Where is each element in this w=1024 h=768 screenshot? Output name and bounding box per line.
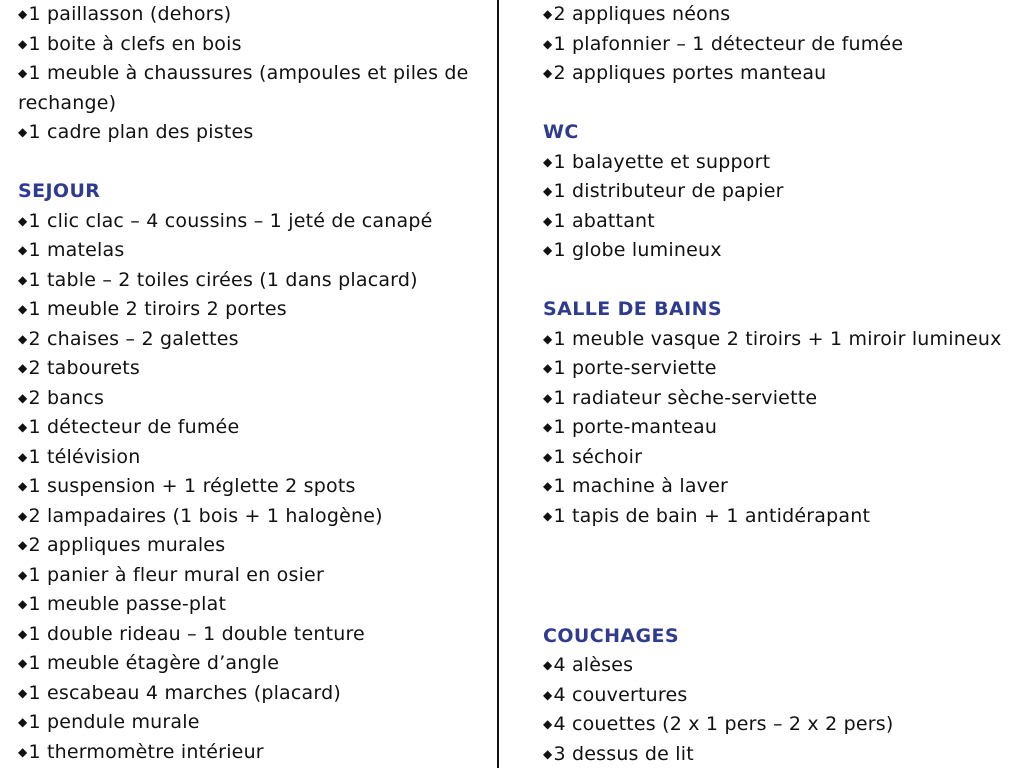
bullet-icon: ◆ — [543, 243, 553, 257]
list-item — [18, 236, 124, 266]
bullet-icon: ◆ — [543, 687, 553, 702]
section-heading-couchages: COUCHAGES — [543, 624, 679, 647]
list-item-text: 1 clic clac – 4 coussins – 1 jeté de canapé — [28, 209, 433, 232]
list-item — [18, 620, 365, 650]
bullet-icon: ◆ — [543, 658, 553, 672]
bullet-icon: ◆ — [543, 449, 553, 464]
list-item — [18, 295, 287, 325]
list-item-text: 1 thermomètre intérieur — [28, 740, 264, 763]
bullet-icon: ◆ — [18, 626, 28, 641]
bullet-icon: ◆ — [18, 420, 28, 434]
list-item-text: 1 porte-manteau — [553, 416, 718, 438]
list-item — [543, 472, 728, 502]
list-item — [18, 502, 383, 532]
list-item-continuation: rechange) — [18, 91, 117, 114]
bullet-icon: ◆ — [18, 538, 28, 552]
list-item-text: 1 tapis de bain + 1 antidérapant — [553, 504, 871, 527]
list-item-text: 1 distributeur de papier — [553, 180, 784, 202]
list-item-text: 1 double rideau – 1 double tenture — [28, 622, 365, 645]
list-item-text: 2 appliques portes manteau — [553, 62, 827, 84]
bullet-icon: ◆ — [543, 7, 553, 21]
list-item-text: 1 pendule murale — [28, 711, 200, 733]
section-heading-salle-de-bains: SALLE DE BAINS — [543, 298, 723, 320]
bullet-icon: ◆ — [18, 243, 28, 257]
list-item-text: 2 tabourets — [28, 357, 141, 379]
bullet-icon: ◆ — [18, 449, 28, 464]
list-item-text: 4 couvertures — [553, 683, 688, 706]
list-item — [18, 590, 226, 620]
bullet-icon: ◆ — [543, 184, 553, 198]
bullet-icon: ◆ — [18, 390, 28, 405]
bullet-icon: ◆ — [18, 36, 28, 51]
bullet-icon: ◆ — [18, 597, 28, 611]
list-item-text: 2 bancs — [28, 386, 105, 409]
list-item — [543, 502, 870, 532]
list-item — [18, 738, 264, 768]
list-item — [18, 443, 140, 473]
bullet-icon: ◆ — [543, 331, 553, 346]
bullet-icon: ◆ — [543, 479, 553, 493]
bullet-icon: ◆ — [18, 567, 28, 582]
list-item — [543, 59, 826, 89]
list-item — [543, 30, 903, 60]
list-item-text: 1 plafonnier – 1 détecteur de fumée — [553, 32, 904, 55]
bullet-icon: ◆ — [543, 420, 553, 434]
list-item-text: 1 table – 2 toiles cirées (1 dans placard) — [28, 268, 418, 291]
bullet-icon: ◆ — [18, 66, 28, 80]
list-item — [543, 325, 1002, 355]
list-item — [543, 354, 717, 384]
list-item — [543, 710, 894, 740]
section-heading-wc: WC — [543, 121, 579, 143]
list-item-text: 1 meuble vasque 2 tiroirs + 1 miroir lumineux — [553, 327, 1002, 350]
list-item-text: 1 radiateur sèche-serviette — [553, 386, 818, 409]
list-item-text: 3 dessus de lit — [553, 742, 694, 765]
bullet-icon: ◆ — [543, 154, 553, 169]
bullet-icon: ◆ — [18, 361, 28, 375]
list-item — [543, 177, 784, 207]
list-item — [543, 651, 633, 681]
list-item-text: 4 alèses — [553, 654, 634, 676]
list-item-text: 1 abattant — [553, 209, 655, 232]
bullet-icon: ◆ — [18, 656, 28, 670]
list-item-text: 1 suspension + 1 réglette 2 spots — [28, 475, 356, 497]
list-item — [18, 708, 200, 738]
list-item — [18, 472, 356, 502]
list-item — [543, 740, 694, 768]
list-item — [543, 0, 730, 30]
bullet-icon: ◆ — [543, 66, 553, 80]
bullet-icon: ◆ — [18, 479, 28, 493]
list-item-text: 1 meuble étagère d’angle — [28, 652, 280, 674]
list-item-text: 2 lampadaires (1 bois + 1 halogène) — [28, 504, 383, 527]
bullet-icon: ◆ — [18, 508, 28, 523]
list-item — [18, 354, 140, 384]
bullet-icon: ◆ — [18, 302, 28, 316]
bullet-icon: ◆ — [543, 213, 553, 228]
list-item-text: 1 matelas — [28, 239, 125, 261]
list-item — [18, 384, 104, 414]
list-item-text: 1 meuble à chaussures (ampoules et piles de — [28, 62, 469, 84]
list-item — [543, 384, 817, 414]
list-item-text: 1 panier à fleur mural en osier — [28, 563, 324, 586]
list-item — [18, 118, 253, 148]
list-item — [18, 207, 432, 237]
bullet-icon: ◆ — [543, 36, 553, 51]
list-item — [543, 148, 770, 178]
list-item-text: 1 meuble 2 tiroirs 2 portes — [28, 298, 287, 320]
list-item — [18, 0, 231, 30]
bullet-icon: ◆ — [18, 715, 28, 729]
list-item — [18, 531, 225, 561]
list-item — [543, 443, 642, 473]
list-item-text: 1 cadre plan des pistes — [28, 121, 254, 143]
bullet-icon: ◆ — [18, 744, 28, 759]
list-item — [543, 236, 722, 266]
bullet-icon: ◆ — [543, 508, 553, 523]
list-item — [543, 207, 655, 237]
list-item — [18, 266, 418, 296]
list-item-text: 1 porte-serviette — [553, 357, 717, 379]
list-item-text: 2 appliques néons — [553, 3, 731, 25]
list-item-text: 2 chaises – 2 galettes — [28, 327, 239, 350]
list-item-text: 1 séchoir — [553, 445, 643, 468]
list-item-text: 1 meuble passe-plat — [28, 593, 227, 615]
list-item-text: 4 couettes (2 x 1 pers – 2 x 2 pers) — [553, 713, 894, 735]
list-item-text: 1 balayette et support — [553, 150, 771, 173]
list-item-text: 1 paillasson (dehors) — [28, 3, 232, 25]
bullet-icon: ◆ — [543, 746, 553, 761]
list-item-text: 1 détecteur de fumée — [28, 416, 240, 438]
column-divider — [497, 0, 499, 768]
bullet-icon: ◆ — [543, 390, 553, 405]
bullet-icon: ◆ — [18, 125, 28, 139]
bullet-icon: ◆ — [543, 717, 553, 731]
list-item — [18, 30, 242, 60]
list-item — [543, 413, 717, 443]
list-item — [18, 59, 469, 89]
bullet-icon: ◆ — [18, 213, 28, 228]
bullet-icon: ◆ — [18, 331, 28, 346]
section-heading-sejour: SEJOUR — [18, 180, 101, 202]
bullet-icon: ◆ — [18, 685, 28, 700]
bullet-icon: ◆ — [543, 361, 553, 375]
list-item — [18, 325, 239, 355]
list-item-text: 2 appliques murales — [28, 534, 226, 556]
bullet-icon: ◆ — [18, 7, 28, 21]
list-item — [18, 561, 324, 591]
list-item-text: 1 boite à clefs en bois — [28, 32, 242, 55]
list-item-text: 1 machine à laver — [553, 475, 729, 497]
list-item-text: 1 escabeau 4 marches (placard) — [28, 681, 341, 704]
list-item — [18, 413, 239, 443]
list-item — [543, 681, 688, 711]
list-item-text: 1 télévision — [28, 445, 141, 468]
list-item — [18, 679, 341, 709]
bullet-icon: ◆ — [18, 272, 28, 287]
list-item-text: 1 globe lumineux — [553, 239, 722, 261]
list-item — [18, 649, 279, 679]
